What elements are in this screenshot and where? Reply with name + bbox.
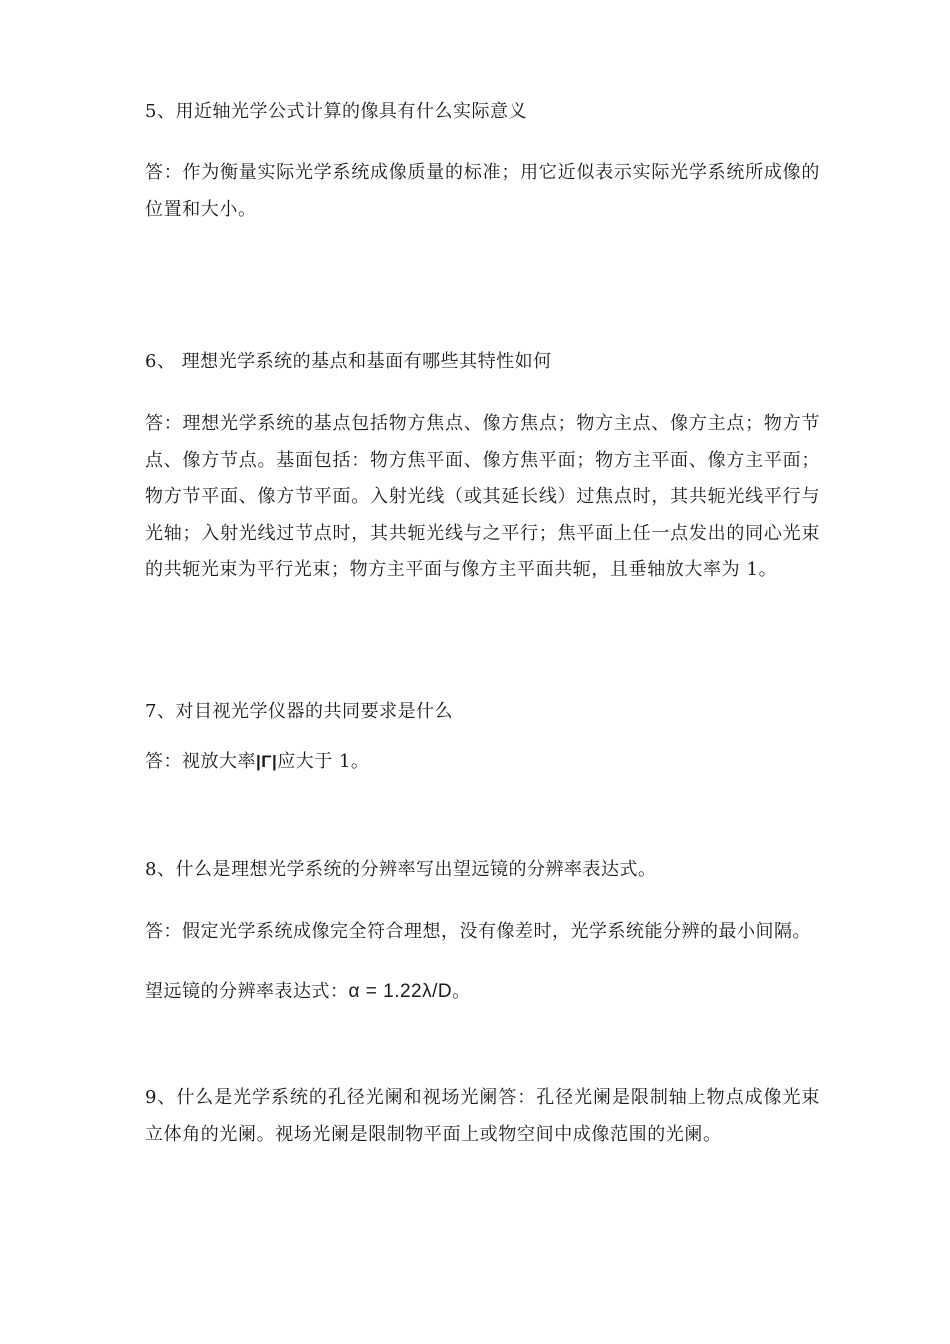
answer-6: 答：理想光学系统的基点包括物方焦点、像方焦点；物方主点、像方主点；物方节点、像方节点。基面包括：物方焦平面、像方焦平面；物方主平面、像方主平面；物方节平面、像方节平面。入射光线（或其延长线）过焦点时，其共轭光线平行与光轴；入射光线过节点时，其共轭光线与之平行；焦平面上任一点发出的同心光束的共轭光束为平行光束；物方主平面与像方主平面共轭，且垂轴放大率为 1。	[145, 413, 820, 581]
answer-7-suffix: 应大于 1。	[277, 751, 370, 772]
magnification-symbol: |Γ|	[256, 752, 278, 771]
question-7: 7、对目视光学仪器的共同要求是什么	[145, 701, 453, 722]
formula-line	[145, 980, 825, 1004]
answer-7-prefix: 答：视放大率	[145, 751, 256, 772]
answer-7	[145, 750, 825, 774]
question-6: 6、 理想光学系统的基点和基面有哪些其特性如何	[145, 351, 552, 372]
formula-end: 。	[452, 981, 471, 1002]
question-5: 5、用近轴光学公式计算的像具有什么实际意义	[145, 101, 527, 122]
question-answer-9: 9、什么是光学系统的孔径光阑和视场光阑答：孔径光阑是限制轴上物点成像光束立体角的光阑。视场光阑是限制物平面上或物空间中成像范围的光阑。	[145, 1087, 820, 1145]
resolution-formula: α = 1.22λ/D	[348, 981, 453, 1002]
question-8: 8、什么是理想光学系统的分辨率写出望远镜的分辨率表达式。	[145, 859, 657, 880]
answer-5: 答：作为衡量实际光学系统成像质量的标准；用它近似表示实际光学系统所成像的位置和大小。	[145, 162, 820, 220]
answer-8: 答：假定光学系统成像完全符合理想，没有像差时，光学系统能分辨的最小间隔。	[145, 921, 811, 942]
formula-label: 望远镜的分辨率表达式：	[145, 981, 349, 1002]
